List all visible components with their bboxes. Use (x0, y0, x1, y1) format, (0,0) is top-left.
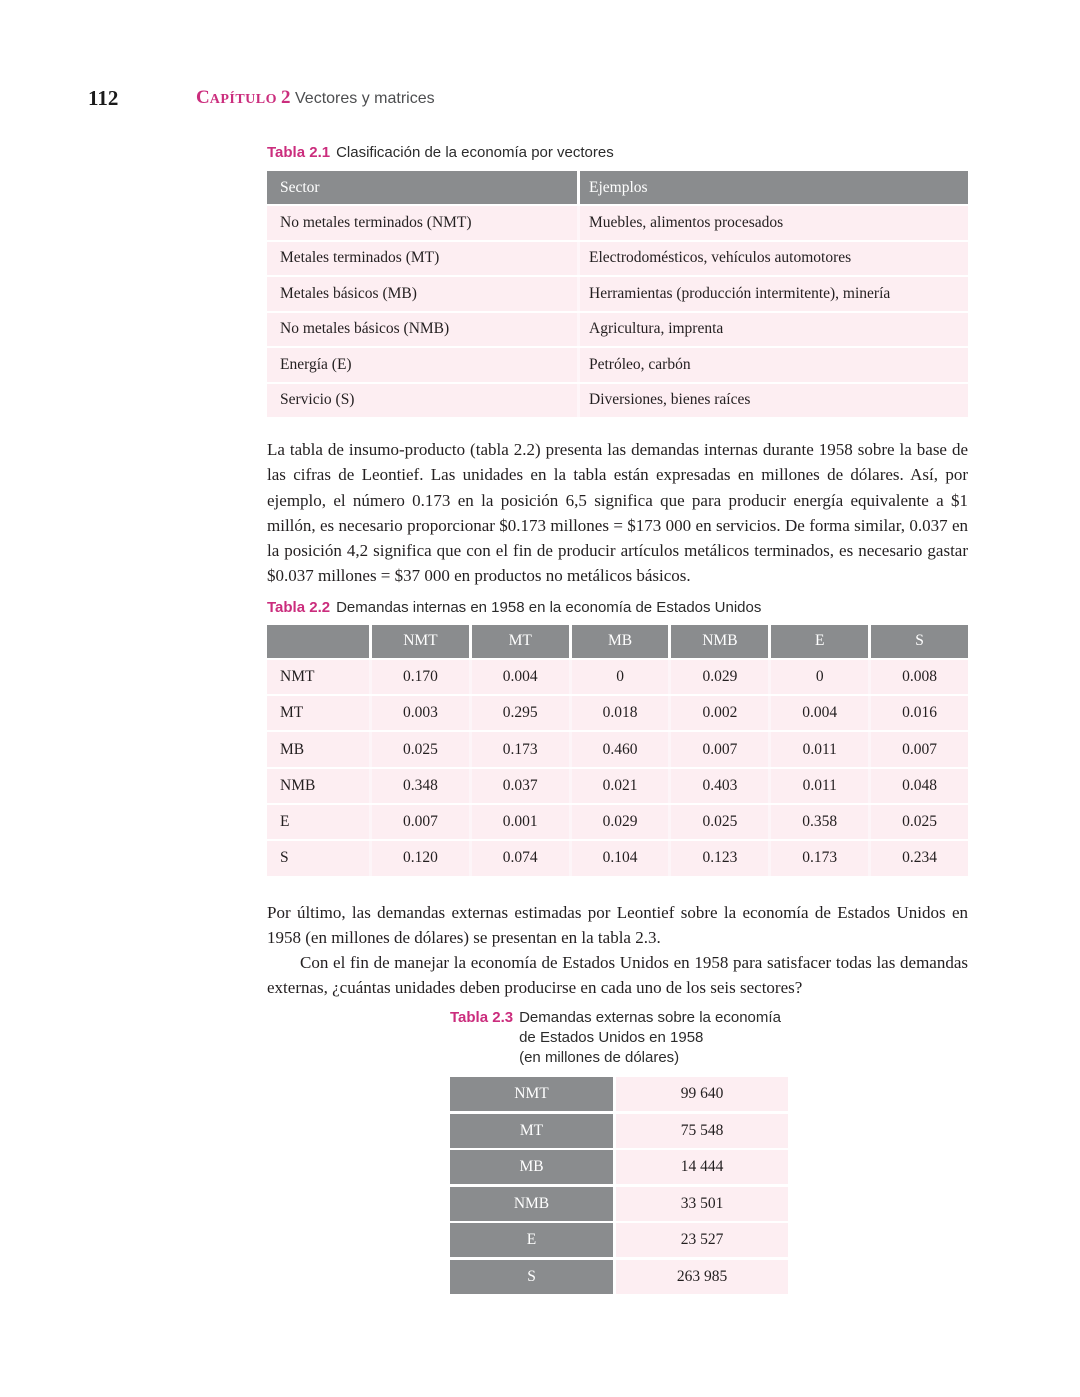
table3-caption-line: de Estados Unidos en 1958 (519, 1029, 704, 1046)
table1-cell: Muebles, alimentos procesados (589, 213, 784, 231)
table1-header-sector: Sector (267, 171, 580, 204)
table1-header-row (267, 171, 968, 204)
table3-row-label: NMB (450, 1187, 616, 1221)
table1-caption-text: Clasificación de la economía por vectores (336, 144, 614, 161)
table-row (267, 696, 968, 730)
table1-caption (267, 143, 968, 163)
table3-caption-line: (en millones de dólares) (519, 1049, 680, 1066)
table2-cell: 0.007 (369, 805, 469, 839)
table2-cell: 0.016 (868, 696, 968, 730)
table-row (267, 805, 968, 839)
table2-cell: 0.025 (668, 805, 768, 839)
table2-col-header: E (768, 625, 868, 658)
table-row (450, 1114, 788, 1148)
table2-header-blank (267, 625, 369, 658)
table3-cell: 23 527 (616, 1223, 788, 1257)
table2-row-label: MT (280, 704, 304, 722)
table2-cell: 0.011 (768, 769, 868, 803)
table2-cell: 0.048 (868, 769, 968, 803)
table2-row-label: MB (280, 740, 305, 758)
table3-caption-text (519, 1008, 781, 1068)
table2-col-header: MB (569, 625, 669, 658)
table2-cell: 0.025 (868, 805, 968, 839)
table-row (450, 1150, 788, 1184)
table2-caption (267, 598, 968, 618)
table-row (450, 1260, 788, 1294)
table1-cell: Energía (E) (267, 348, 580, 382)
table2-cell: 0.008 (868, 660, 968, 694)
table3 (450, 1077, 788, 1294)
table-row (267, 313, 968, 347)
table2-row-label: E (280, 813, 290, 831)
table-row (267, 660, 968, 694)
chapter-label-rest: APÍTULO (209, 92, 278, 107)
table1-cell: Agricultura, imprenta (589, 320, 724, 338)
table3-cell: 99 640 (616, 1077, 788, 1111)
table2-col-header: MT (469, 625, 569, 658)
paragraph-insumo-producto: La tabla de insumo-producto (tabla 2.2) presenta las demandas internas durante 1958 sobre la base de las cifras de Leontief. Las unidades en la tabla están expresadas en millones de dólares. Así, por ejemplo, el número 0.173 en la posición 6,5 significa que para producir energía equivalente a $1 millón, es necesario proporcionar $0.173 millones = $173 000 en servicios. De forma similar, 0.037 en la posición 4,2 significa que con el fin de producir artículos metálicos terminados, es necesario gastar $0.037 millones = $37 000 en productos no metálicos básicos. (267, 440, 968, 586)
table2-cell: 0 (569, 660, 669, 694)
table2-cell: 0.460 (569, 732, 669, 766)
table2-cell: 0.104 (569, 841, 669, 875)
table2-cell: 0.403 (668, 769, 768, 803)
table1-cell: Diversiones, bienes raíces (589, 391, 751, 409)
table2-cell: 0.029 (668, 660, 768, 694)
paragraph-pregunta: Con el fin de manejar la economía de Estados Unidos en 1958 para satisfacer todas las demandas externas, ¿cuántas unidades deben producirse en cada uno de los seis sectores? (267, 953, 968, 998)
main-content (267, 143, 968, 1001)
chapter-title: Vectores y matrices (295, 90, 435, 107)
table3-cell: 263 985 (616, 1260, 788, 1294)
chapter-number: 2 (281, 87, 291, 108)
table1-cell: Metales básicos (MB) (267, 277, 580, 311)
table2-cell: 0.120 (369, 841, 469, 875)
table1-cell: Herramientas (producción intermitente), minería (589, 284, 891, 302)
table2-row-label: S (280, 849, 289, 867)
table-row (267, 841, 968, 875)
table2-cell: 0.004 (469, 660, 569, 694)
table1-cell: Petróleo, carbón (589, 355, 691, 373)
table2-cell: 0.173 (768, 841, 868, 875)
table1 (267, 171, 968, 417)
table2-cell: 0.018 (569, 696, 669, 730)
table2-col-header: S (868, 625, 968, 658)
table3-row-label: S (450, 1260, 616, 1294)
table2-cell: 0.004 (768, 696, 868, 730)
table1-cell: Servicio (S) (267, 384, 580, 418)
table3-cell: 33 501 (616, 1187, 788, 1221)
page-number: 112 (88, 86, 119, 110)
table2-cell: 0.001 (469, 805, 569, 839)
table2-cell: 0.003 (369, 696, 469, 730)
table1-label: Tabla 2.1 (267, 144, 331, 161)
table2-cell: 0.025 (369, 732, 469, 766)
table3-row-label: E (450, 1223, 616, 1257)
paragraph-demandas-externas: Por último, las demandas externas estimadas por Leontief sobre la economía de Estados Unidos en 1958 (en millones de dólares) se presentan en la tabla 2.3. (267, 902, 968, 947)
table2-cell: 0.074 (469, 841, 569, 875)
table2-cell: 0.123 (668, 841, 768, 875)
table-row (267, 277, 968, 311)
table3-cell: 75 548 (616, 1114, 788, 1148)
table2-caption-text: Demandas internas en 1958 en la economía de Estados Unidos (336, 598, 762, 616)
table3-row-label: MT (450, 1114, 616, 1148)
table-row (450, 1223, 788, 1257)
table1-cell: Metales terminados (MT) (267, 242, 580, 276)
table1-header-ejemplos: Ejemplos (589, 178, 648, 196)
chapter-label-initial: C (196, 87, 210, 108)
table2-cell: 0.295 (469, 696, 569, 730)
table2-row-label: NMB (280, 776, 316, 794)
table3-row-label: NMT (450, 1077, 616, 1111)
table-row (267, 384, 968, 418)
table2-cell: 0.029 (569, 805, 669, 839)
table2-row-label: NMT (280, 667, 315, 685)
table3-cell: 14 444 (616, 1150, 788, 1184)
table2-cell: 0 (768, 660, 868, 694)
table-row (450, 1077, 788, 1111)
table-row (267, 348, 968, 382)
table2-col-header: NMT (369, 625, 469, 658)
table2-cell: 0.173 (469, 732, 569, 766)
table2-header-row (267, 625, 968, 658)
table-row (267, 206, 968, 240)
table3-row-label: MB (450, 1150, 616, 1184)
table1-cell: No metales terminados (NMT) (267, 206, 580, 240)
table2-cell: 0.007 (668, 732, 768, 766)
table2-cell: 0.170 (369, 660, 469, 694)
table3-caption-line: Demandas externas sobre la economía (519, 1009, 781, 1026)
table3-label: Tabla 2.3 (450, 1009, 514, 1026)
table2 (267, 625, 968, 876)
table2-label: Tabla 2.2 (267, 598, 331, 616)
table1-cell: No metales básicos (NMB) (267, 313, 580, 347)
chapter-label (196, 87, 291, 109)
table3-caption (450, 1008, 788, 1068)
table2-cell: 0.007 (868, 732, 968, 766)
table2-cell: 0.021 (569, 769, 669, 803)
table3-block (450, 1008, 788, 1296)
table2-cell: 0.358 (768, 805, 868, 839)
table2-cell: 0.348 (369, 769, 469, 803)
table2-col-header: NMB (668, 625, 768, 658)
table-row (267, 732, 968, 766)
table2-cell: 0.037 (469, 769, 569, 803)
table-row (267, 769, 968, 803)
table-row (267, 242, 968, 276)
table2-cell: 0.011 (768, 732, 868, 766)
table-row (450, 1187, 788, 1221)
table2-cell: 0.234 (868, 841, 968, 875)
table2-cell: 0.002 (668, 696, 768, 730)
table1-cell: Electrodomésticos, vehículos automotores (589, 249, 852, 267)
